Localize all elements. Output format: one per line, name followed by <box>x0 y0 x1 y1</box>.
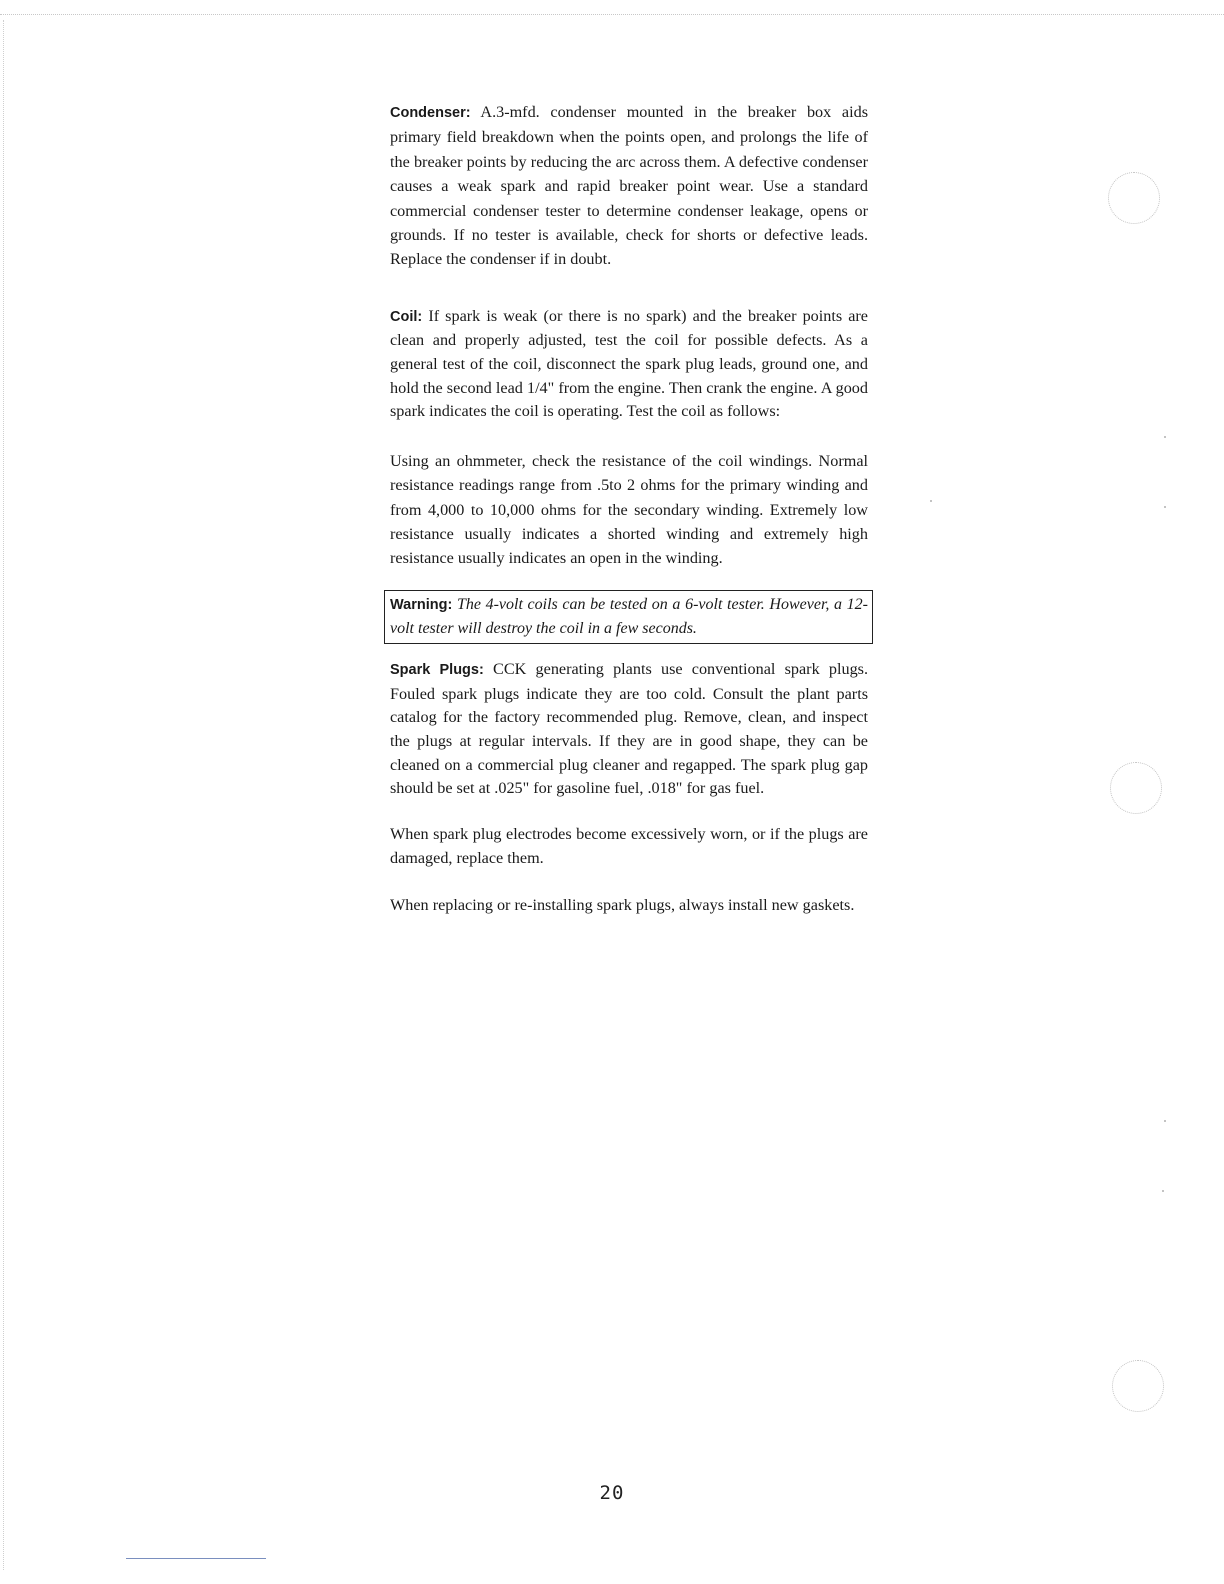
coil-text: If spark is weak (or there is no spark) and the breaker points are clean and properly adjusted, test the coil for possible defects. As a general test of the coil, disconnect the spark plug leads, ground one, and hold the second lead 1/4" from the engine. Then crank the engine. A good spark indicates the coil is operating. Test the coil as follows: <box>390 306 868 421</box>
document-body <box>390 100 868 917</box>
spark-plugs-text: CCK generating plants use conventional spark plugs. Fouled spark plugs indicate they are too cold. Consult the plant parts catalog for the factory recommended plug. Remove, clean, and inspect the plugs at regular intervals. If they are in good shape, they can be cleaned on a commercial plug cleaner and regapped. The spark plug gap should be set at .025" for gasoline fuel, .018" for gas fuel. <box>390 659 869 798</box>
gaskets-text: When replacing or re-installing spark plugs, always install new gaskets. <box>390 895 855 914</box>
warning-box <box>384 590 873 644</box>
ohmmeter-text: Using an ohmmeter, check the resistance of the coil windings. Normal resistance readings range from .5to 2 ohms for the primary winding and from 4,000 to 10,000 ohms for the secondary winding. Extremely low resistance usually indicates a shorted winding and extremely high resistance usually indicates an open in the winding. <box>390 451 868 568</box>
scan-edge-bottom <box>126 1558 266 1559</box>
page-number: 20 <box>599 1482 625 1504</box>
spark-plugs-paragraph <box>390 658 868 801</box>
punch-hole-mark <box>1112 1360 1164 1412</box>
spark-plugs-heading: Spark Plugs: <box>390 661 484 678</box>
ohmmeter-paragraph <box>390 449 868 571</box>
punch-hole-mark <box>1110 762 1162 814</box>
scan-edge-top <box>0 14 1224 19</box>
gaskets-paragraph <box>390 893 868 917</box>
scan-speck <box>1164 1120 1166 1122</box>
warning-heading: Warning: <box>390 596 453 613</box>
electrodes-paragraph <box>390 822 868 871</box>
scan-speck <box>1162 1190 1164 1192</box>
scan-edge-left <box>3 20 5 1570</box>
punch-hole-mark <box>1108 172 1160 224</box>
scan-speck <box>1164 506 1166 508</box>
coil-heading: Coil: <box>390 308 423 325</box>
condenser-text: A.3-mfd. condenser mounted in the breaker box aids primary field breakdown when the points open, and prolongs the life of the breaker points by reducing the arc across them. A defective condenser causes a weak spark and rapid breaker point wear. Use a standard commercial condenser tester to determine condenser leakage, opens or grounds. If no tester is available, check for shorts or defective leads. Replace the condenser if in doubt. <box>390 103 869 269</box>
coil-paragraph <box>390 305 868 424</box>
electrodes-text: When spark plug electrodes become excessively worn, or if the plugs are damaged, replace them. <box>390 825 868 868</box>
scan-speck <box>1164 436 1166 438</box>
condenser-paragraph <box>390 100 868 272</box>
condenser-heading: Condenser: <box>390 105 471 121</box>
scan-speck <box>930 500 932 502</box>
warning-text: The 4-volt coils can be tested on a 6-volt tester. However, a 12-volt tester will destroy the coil in a few seconds. <box>390 595 869 637</box>
